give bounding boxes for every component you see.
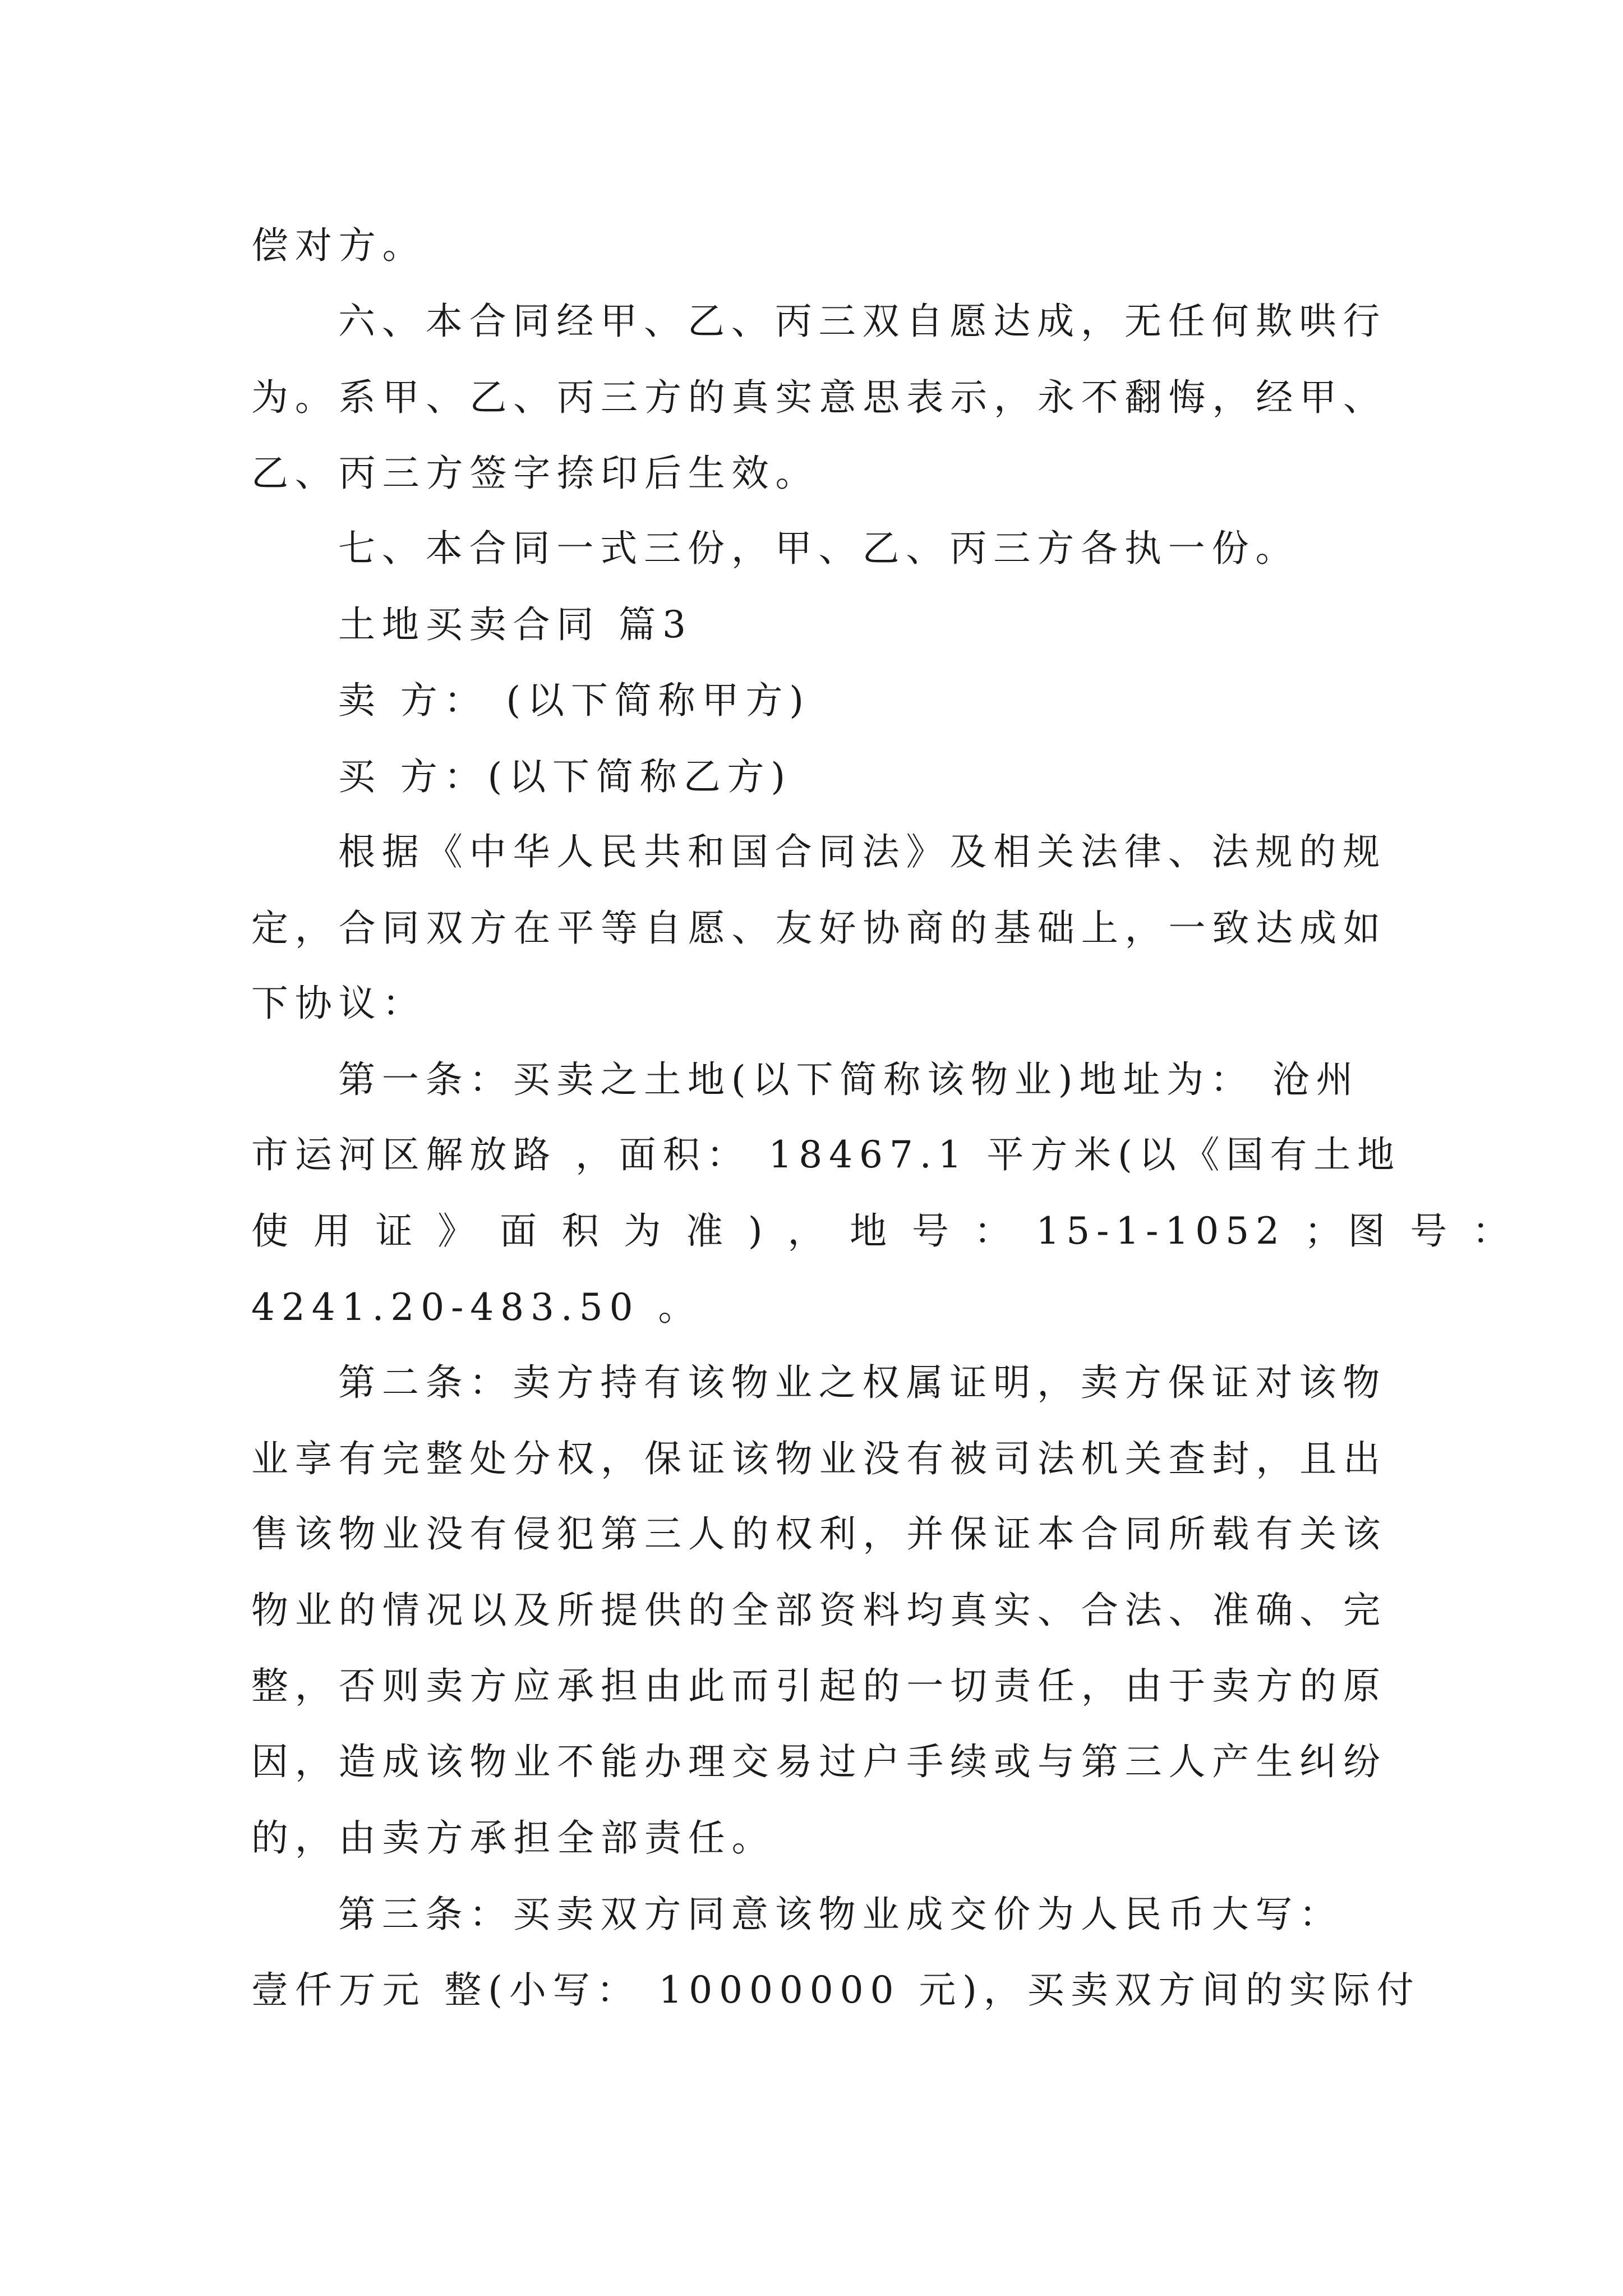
section-heading: 土地买卖合同 篇3 bbox=[338, 603, 693, 646]
text-line: 物业的情况以及所提供的全部资料均真实、合法、准确、完 bbox=[251, 1589, 1387, 1632]
text-line: 乙、丙三方签字捺印后生效。 bbox=[251, 452, 819, 495]
text-line: 第二条：卖方持有该物业之权属证明，卖方保证对该物 bbox=[338, 1361, 1387, 1404]
text-line: 偿对方。 bbox=[251, 224, 426, 267]
text-line: 市运河区解放路 ，面积： 18467.1 平方米(以《国有土地 bbox=[251, 1133, 1401, 1176]
text-line: 定，合同双方在平等自愿、友好协商的基础上，一致达成如 bbox=[251, 907, 1387, 950]
text-line: 整，否则卖方应承担由此而引起的一切责任，由于卖方的原 bbox=[251, 1664, 1387, 1708]
text-line: 六、本合同经甲、乙、丙三双自愿达成，无任何欺哄行 bbox=[338, 300, 1387, 343]
text-line: 第一条：买卖之土地(以下简称该物业)地址为： 沧州 bbox=[338, 1058, 1360, 1101]
text-line: 因，造成该物业不能办理交易过户手续或与第三人产生纠纷 bbox=[251, 1740, 1387, 1783]
text-line: 4241.20-483.50 。 bbox=[251, 1286, 702, 1329]
text-line: 卖 方： (以下简称甲方) bbox=[338, 679, 810, 722]
text-line: 七、本合同一式三份，甲、乙、丙三方各执一份。 bbox=[338, 527, 1299, 570]
text-line: 使 用 证 》 面 积 为 准 ) ， 地 号 ： 15-1-1052 ；图 号 ： bbox=[251, 1209, 1516, 1253]
text-line: 业享有完整处分权，保证该物业没有被司法机关查封，且出 bbox=[251, 1437, 1387, 1480]
text-line: 售该物业没有侵犯第三人的权利，并保证本合同所载有关该 bbox=[251, 1512, 1387, 1556]
text-line: 买 方：(以下简称乙方) bbox=[338, 755, 792, 798]
text-line: 的，由卖方承担全部责任。 bbox=[251, 1816, 776, 1860]
text-line: 壹仟万元 整(小写： 10000000 元)，买卖双方间的实际付 bbox=[251, 1968, 1421, 2012]
text-line: 为。系甲、乙、丙三方的真实意思表示，永不翻悔，经甲、 bbox=[251, 376, 1387, 419]
text-line: 根据《中华人民共和国合同法》及相关法律、法规的规 bbox=[338, 830, 1387, 873]
text-line: 第三条：买卖双方同意该物业成交价为人民币大写： bbox=[338, 1893, 1343, 1936]
text-line: 下协议： bbox=[251, 982, 426, 1025]
